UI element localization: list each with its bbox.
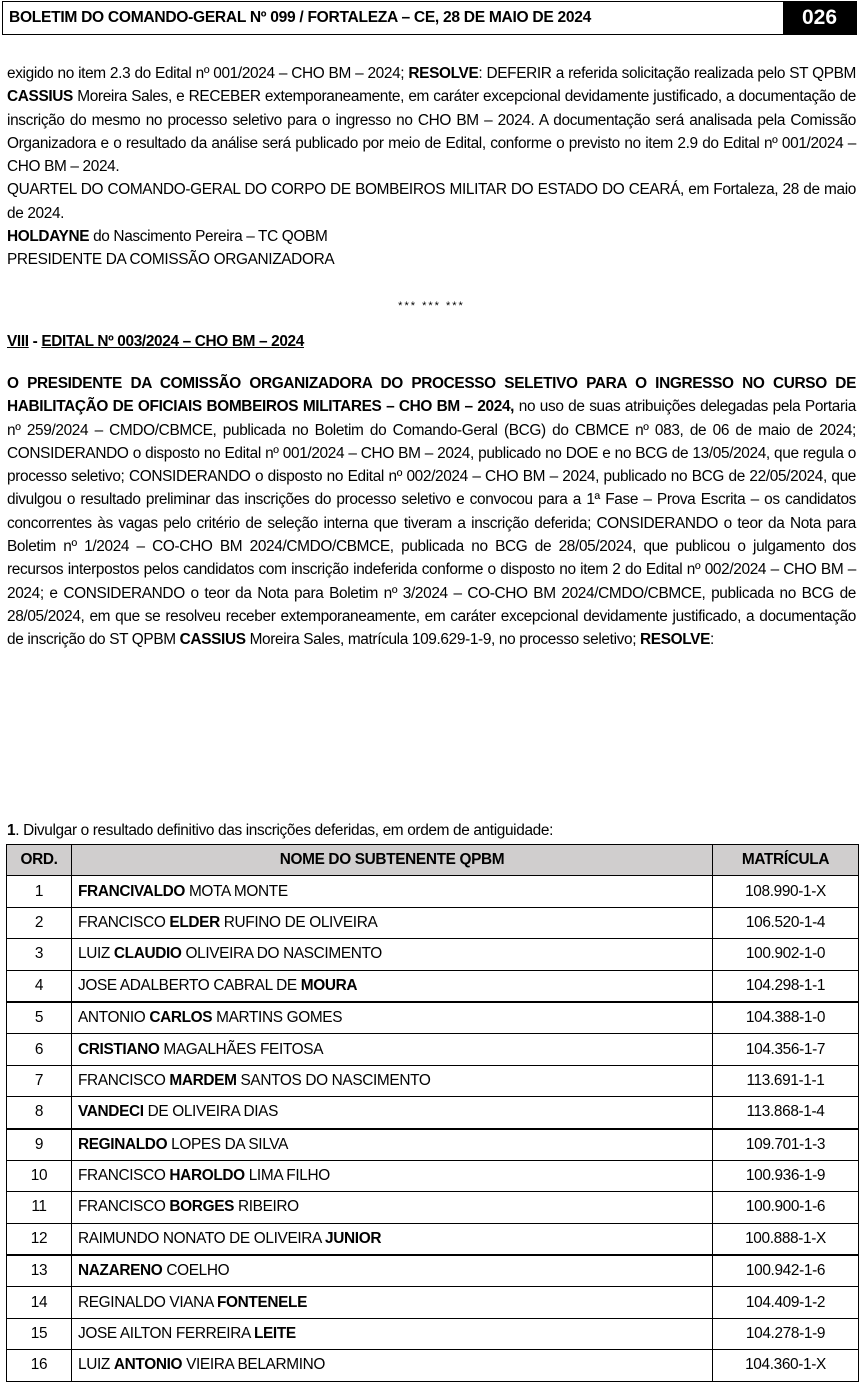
previous-resolution-paragraph bbox=[7, 62, 856, 178]
section-dash: - bbox=[28, 332, 42, 350]
table-header-row bbox=[7, 845, 859, 876]
cell-name bbox=[72, 1065, 713, 1096]
table-row bbox=[7, 1318, 859, 1349]
cell-name bbox=[72, 1287, 713, 1318]
cell-ord: 10 bbox=[7, 1160, 72, 1191]
item-text: . Divulgar o resultado definitivo das inscrições deferidas, em ordem de antiguidade: bbox=[15, 822, 554, 839]
name-bold: REGINALDO bbox=[78, 1135, 168, 1153]
cell-matricula: 104.388-1-0 bbox=[713, 1002, 859, 1034]
candidates-table bbox=[6, 844, 859, 1382]
name-bold: CARLOS bbox=[149, 1009, 213, 1027]
cell-ord: 6 bbox=[7, 1034, 72, 1065]
signer-name-bold: HOLDAYNE bbox=[7, 228, 90, 246]
candidate-name-bold: CASSIUS bbox=[7, 88, 73, 106]
page-number: 026 bbox=[783, 2, 856, 34]
edital-intro-paragraph bbox=[7, 372, 856, 652]
name-pre: LUIZ bbox=[78, 1356, 114, 1374]
cell-matricula: 113.691-1-1 bbox=[713, 1065, 859, 1096]
cell-matricula: 100.936-1-9 bbox=[713, 1160, 859, 1191]
table-row bbox=[7, 1223, 859, 1255]
cell-ord: 4 bbox=[7, 970, 72, 1002]
text-span: : DEFERIR a referida solicitação realizada pelo ST QPBM bbox=[478, 65, 856, 82]
document-body bbox=[7, 62, 857, 839]
cell-ord: 9 bbox=[7, 1129, 72, 1161]
cell-ord: 13 bbox=[7, 1255, 72, 1287]
cell-ord: 14 bbox=[7, 1287, 72, 1318]
intro-bold: O PRESIDENTE DA COMISSÃO ORGANIZADORA DO PROCESSO SELETIVO PARA O INGRESSO NO CURSO DE HABILITAÇÃO DE OFICIAIS BOMBEIROS MILITARES – CHO BM – 2024, bbox=[7, 374, 856, 416]
text-span: Moreira Sales, e RECEBER extemporaneamente, em caráter excepcional devidamente justificado, a documentação de inscrição do mesmo no processo seletivo para o ingresso no CHO BM – 2024. A documentação será analisada pela Comissão Organizadora e o resultado da análise será publicado por meio de Edital, conforme o previsto no item 2.9 do Edital nº 001/2024 – CHO BM – 2024. bbox=[7, 88, 856, 176]
bulletin-header bbox=[2, 1, 857, 35]
cell-ord: 5 bbox=[7, 1002, 72, 1034]
name-bold: NAZARENO bbox=[78, 1262, 163, 1280]
cell-ord: 7 bbox=[7, 1065, 72, 1096]
edital-title: EDITAL Nº 003/2024 – CHO BM – 2024 bbox=[41, 332, 304, 350]
section-title bbox=[7, 330, 856, 353]
name-post: MOTA MONTE bbox=[185, 882, 288, 900]
name-pre: FRANCISCO bbox=[78, 913, 170, 931]
table-row bbox=[7, 1287, 859, 1318]
signer bbox=[7, 225, 856, 248]
text-span: Moreira Sales, matrícula 109.629-1-9, no processo seletivo; bbox=[245, 631, 641, 649]
name-post: MAGALHÃES FEITOSA bbox=[159, 1040, 324, 1058]
name-bold: JUNIOR bbox=[325, 1229, 382, 1247]
cell-ord: 15 bbox=[7, 1318, 72, 1349]
name-bold: FRANCIVALDO bbox=[78, 882, 186, 900]
name-pre: LUIZ bbox=[78, 945, 114, 963]
cell-ord: 8 bbox=[7, 1097, 72, 1129]
name-pre: JOSE AILTON FERREIRA bbox=[78, 1325, 254, 1343]
name-pre: FRANCISCO bbox=[78, 1198, 170, 1216]
cell-matricula: 113.868-1-4 bbox=[713, 1097, 859, 1129]
table-row bbox=[7, 970, 859, 1002]
cell-name bbox=[72, 1318, 713, 1349]
table-row bbox=[7, 1129, 859, 1161]
cell-name bbox=[72, 1002, 713, 1034]
name-bold: MARDEM bbox=[169, 1071, 237, 1089]
location-date: QUARTEL DO COMANDO-GERAL DO CORPO DE BOMBEIROS MILITAR DO ESTADO DO CEARÁ, em Fortaleza, 28 de maio de 2024. bbox=[7, 181, 856, 222]
cell-ord: 11 bbox=[7, 1192, 72, 1223]
table-row bbox=[7, 1255, 859, 1287]
header-ord: ORD. bbox=[7, 845, 72, 876]
cell-name bbox=[72, 1255, 713, 1287]
name-post: DE OLIVEIRA DIAS bbox=[143, 1103, 279, 1121]
name-post: RIBEIRO bbox=[234, 1198, 299, 1216]
cell-ord: 1 bbox=[7, 876, 72, 907]
cell-name bbox=[72, 876, 713, 907]
section-number: VIII bbox=[7, 332, 29, 350]
cell-name bbox=[72, 1350, 713, 1381]
name-post: LOPES DA SILVA bbox=[167, 1135, 288, 1153]
cell-name bbox=[72, 907, 713, 938]
cell-name bbox=[72, 1097, 713, 1129]
name-post: COELHO bbox=[162, 1262, 230, 1280]
header-name: NOME DO SUBTENENTE QPBM bbox=[72, 845, 713, 876]
table-row bbox=[7, 1160, 859, 1191]
table-row bbox=[7, 1192, 859, 1223]
cell-name bbox=[72, 1223, 713, 1255]
name-pre: JOSE ADALBERTO CABRAL DE bbox=[78, 976, 301, 994]
cell-matricula: 100.888-1-X bbox=[713, 1223, 859, 1255]
cell-matricula: 109.701-1-3 bbox=[713, 1129, 859, 1161]
cell-ord: 2 bbox=[7, 907, 72, 938]
table-row bbox=[7, 1034, 859, 1065]
cell-name bbox=[72, 970, 713, 1002]
name-pre: FRANCISCO bbox=[78, 1167, 170, 1185]
name-bold: MOURA bbox=[300, 976, 358, 994]
name-pre: REGINALDO VIANA bbox=[78, 1293, 217, 1311]
cell-matricula: 100.942-1-6 bbox=[713, 1255, 859, 1287]
cell-name bbox=[72, 1129, 713, 1161]
cell-matricula: 100.902-1-0 bbox=[713, 939, 859, 970]
text-span: no uso de suas atribuições delegadas pela Portaria nº 259/2024 – CMDO/CBMCE, publicada no Boletim do Comando-Geral (BCG) do CBMCE nº 083, de 06 de maio de 2024; CONSIDERANDO o disposto no Edital nº 001/2024 – CHO BM – 2024, publicado no DOE e no BCG de 13/05/2024, que regula o processo seletivo; CONSIDERANDO o disposto no Edital nº 002/2024 – CHO BM – 2024, publicado no BCG de 22/05/2024, que divulgou o resultado preliminar das inscrições do processo seletivo e convocou para a 1ª Fase – Prova Escrita – os candidatos concorrentes às vagas pelo critério de seleção interna que tiveram a inscrição deferida; CONSIDERANDO o teor da Nota para Boletim nº 1/2024 – CO-CHO BM 2024/CMDO/CBMCE, publicada no BCG de 28/05/2024, que publicou o julgamento dos recursos interpostos pelos candidatos com inscrição indeferida conforme o disposto no item 2 do Edital nº 002/2024 – CHO BM – 2024; e CONSIDERANDO o teor da Nota para Boletim nº 3/2024 – CO-CHO BM 2024/CMDO/CBMCE, publicada no BCG de 28/05/2024, em que se resolveu receber extemporaneamente, em caráter excepcional devidamente justificado, a documentação de inscrição do ST QPBM bbox=[7, 398, 857, 649]
cell-matricula: 104.360-1-X bbox=[713, 1350, 859, 1381]
name-bold: LEITE bbox=[253, 1325, 296, 1343]
name-bold: CRISTIANO bbox=[78, 1040, 160, 1058]
candidate-name-bold: CASSIUS bbox=[179, 631, 246, 649]
name-post: RUFINO DE OLIVEIRA bbox=[219, 913, 378, 931]
name-post: SANTOS DO NASCIMENTO bbox=[236, 1071, 431, 1089]
name-bold: BORGES bbox=[169, 1198, 235, 1216]
item-1 bbox=[7, 819, 553, 842]
text-span: : bbox=[710, 631, 714, 649]
name-pre: ANTONIO bbox=[78, 1009, 150, 1027]
cell-matricula: 104.409-1-2 bbox=[713, 1287, 859, 1318]
resolve-keyword: RESOLVE bbox=[640, 631, 711, 649]
cell-matricula: 104.356-1-7 bbox=[713, 1034, 859, 1065]
bulletin-title: BOLETIM DO COMANDO-GERAL Nº 099 / FORTALEZA – CE, 28 DE MAIO DE 2024 bbox=[9, 9, 591, 26]
cell-name bbox=[72, 1192, 713, 1223]
signer-role: PRESIDENTE DA COMISSÃO ORGANIZADORA bbox=[7, 251, 335, 269]
name-pre: FRANCISCO bbox=[78, 1071, 170, 1089]
section-separator: *** *** *** bbox=[398, 299, 465, 312]
cell-name bbox=[72, 1034, 713, 1065]
table-row bbox=[7, 1002, 859, 1034]
resolve-keyword: RESOLVE bbox=[408, 65, 479, 82]
name-bold: ANTONIO bbox=[113, 1356, 183, 1374]
name-post: VIEIRA BELARMINO bbox=[182, 1356, 326, 1374]
name-post: LIMA FILHO bbox=[244, 1167, 330, 1185]
cell-matricula: 104.278-1-9 bbox=[713, 1318, 859, 1349]
cell-matricula: 106.520-1-4 bbox=[713, 907, 859, 938]
name-post: OLIVEIRA DO NASCIMENTO bbox=[181, 945, 382, 963]
table-row bbox=[7, 939, 859, 970]
cell-name bbox=[72, 1160, 713, 1191]
cell-ord: 3 bbox=[7, 939, 72, 970]
name-pre: RAIMUNDO NONATO DE OLIVEIRA bbox=[78, 1229, 326, 1247]
table-row bbox=[7, 907, 859, 938]
name-bold: VANDECI bbox=[78, 1103, 144, 1121]
cell-name bbox=[72, 939, 713, 970]
header-matricula: MATRÍCULA bbox=[713, 845, 859, 876]
cell-matricula: 108.990-1-X bbox=[713, 876, 859, 907]
cell-ord: 12 bbox=[7, 1223, 72, 1255]
cell-matricula: 100.900-1-6 bbox=[713, 1192, 859, 1223]
name-bold: ELDER bbox=[169, 913, 220, 931]
item-number: 1 bbox=[7, 822, 16, 839]
text-span: exigido no item 2.3 do Edital nº 001/2024 – CHO BM – 2024; bbox=[7, 65, 409, 82]
table-row bbox=[7, 876, 859, 907]
name-bold: FONTENELE bbox=[216, 1293, 308, 1311]
cell-ord: 16 bbox=[7, 1350, 72, 1381]
name-post: MARTINS GOMES bbox=[212, 1009, 343, 1027]
name-bold: CLAUDIO bbox=[113, 945, 182, 963]
table-row bbox=[7, 1097, 859, 1129]
name-bold: HAROLDO bbox=[169, 1167, 245, 1185]
table-row bbox=[7, 1065, 859, 1096]
cell-matricula: 104.298-1-1 bbox=[713, 970, 859, 1002]
signer-name-rest: do Nascimento Pereira – TC QOBM bbox=[89, 228, 328, 246]
table-row bbox=[7, 1350, 859, 1381]
